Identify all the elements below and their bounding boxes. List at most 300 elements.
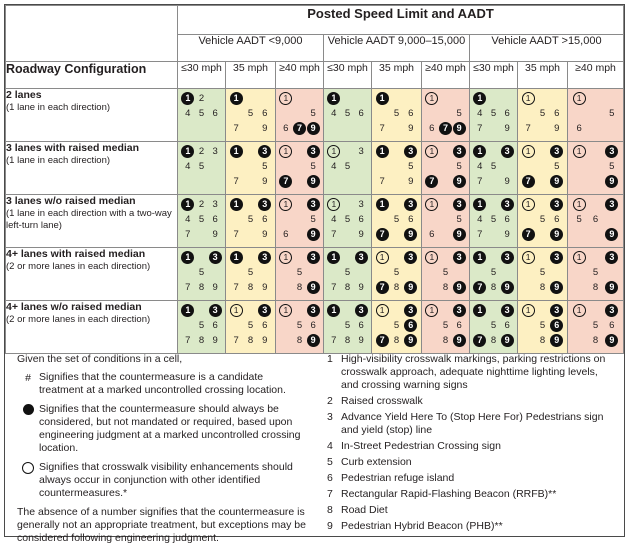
legend-item-candidate xyxy=(17,371,307,397)
countermeasure-number xyxy=(279,160,292,173)
countermeasure-number: 6 xyxy=(262,319,268,331)
countermeasure-number: 5 xyxy=(344,160,351,172)
countermeasure-number: 3 xyxy=(358,145,364,157)
roadway-label xyxy=(6,142,178,195)
filled-countermeasure-icon: 9 xyxy=(605,334,618,347)
countermeasure-number xyxy=(487,304,500,317)
countermeasure-number: 5 xyxy=(442,319,449,331)
countermeasure-number xyxy=(589,145,602,158)
legend-intro: Given the set of conditions in a cell, xyxy=(17,353,183,365)
open-countermeasure-icon: 1 xyxy=(425,145,438,158)
countermeasure-number: 9 xyxy=(262,281,268,293)
countermeasure-number xyxy=(293,175,306,188)
countermeasure-number xyxy=(589,175,602,188)
roadway-subtitle: (2 or more lanes in each direction) xyxy=(6,314,151,325)
roadway-title: 4+ lanes w/o raised median xyxy=(6,301,142,313)
filled-countermeasure-icon: 1 xyxy=(327,304,340,317)
countermeasure-number xyxy=(376,266,389,279)
filled-countermeasure-icon: 1 xyxy=(473,198,486,211)
matrix-cell xyxy=(518,301,568,354)
countermeasure-number: 5 xyxy=(296,266,303,278)
open-countermeasure-icon: 1 xyxy=(573,198,586,211)
countermeasure-number xyxy=(293,145,306,158)
countermeasure-number: 7 xyxy=(233,122,239,134)
legend-item-text: Signifies that the countermeasure should always be considered, but not mandated or required, based upon engineering judgment at a marked uncontrolled crossing location. xyxy=(39,403,301,454)
speed-header: ≤30 mph xyxy=(470,62,518,89)
countermeasure-number xyxy=(355,266,368,279)
filled-countermeasure-icon: 7 xyxy=(293,122,306,135)
countermeasure-number: 5 xyxy=(490,160,497,172)
matrix-cell xyxy=(276,195,324,248)
countermeasure-number xyxy=(425,107,438,120)
countermeasure-number xyxy=(279,213,292,226)
countermeasure-number: 8 xyxy=(442,281,449,293)
countermeasure-number: 4 xyxy=(185,107,191,119)
matrix-cell xyxy=(470,248,518,301)
countermeasure-number: 9 xyxy=(212,334,218,346)
countermeasure-number: 7 xyxy=(477,122,483,134)
countermeasure-number: 5 xyxy=(408,160,414,172)
roadway-row xyxy=(6,142,624,195)
open-countermeasure-icon: 1 xyxy=(573,145,586,158)
matrix-cell xyxy=(324,142,372,195)
filled-countermeasure-icon: 6 xyxy=(404,319,417,332)
countermeasure-number xyxy=(439,304,452,317)
matrix-cell xyxy=(178,142,226,195)
countermeasure-number: 8 xyxy=(247,281,254,293)
countermeasure-number xyxy=(390,228,403,241)
countermeasure-table-figure xyxy=(4,4,625,544)
countermeasure-number: 3 xyxy=(358,198,364,210)
legend xyxy=(5,350,623,544)
roadway-subtitle: (2 or more lanes in each direction) xyxy=(6,261,151,272)
countermeasure-number xyxy=(209,266,222,279)
filled-countermeasure-icon: 7 xyxy=(473,281,486,294)
countermeasure-number xyxy=(230,213,243,226)
matrix-cell xyxy=(276,89,324,142)
matrix-cell xyxy=(422,142,470,195)
filled-countermeasure-icon: 9 xyxy=(307,281,320,294)
countermeasure-number: 6 xyxy=(358,213,364,225)
countermeasure-number xyxy=(390,92,403,105)
countermeasure-description: Pedestrian refuge island xyxy=(341,472,455,484)
countermeasure-number xyxy=(522,160,535,173)
filled-countermeasure-icon: 1 xyxy=(376,92,389,105)
filled-countermeasure-icon: 9 xyxy=(605,281,618,294)
countermeasure-number: 9 xyxy=(262,334,268,346)
countermeasure-description: Pedestrian Hybrid Beacon (PHB)** xyxy=(341,520,503,532)
countermeasure-number: 8 xyxy=(539,281,546,293)
countermeasure-number xyxy=(404,92,417,105)
filled-countermeasure-icon: 3 xyxy=(453,251,466,264)
countermeasure-number xyxy=(327,122,340,135)
speed-header: ≤30 mph xyxy=(324,62,372,89)
countermeasure-number: 6 xyxy=(262,107,268,119)
matrix-cell xyxy=(422,248,470,301)
countermeasure-number: 5 xyxy=(539,107,546,119)
countermeasure-number: 6 xyxy=(576,122,582,134)
countermeasure-number: 5 xyxy=(247,266,254,278)
filled-countermeasure-icon: 9 xyxy=(307,334,320,347)
countermeasure-number: 5 xyxy=(247,107,254,119)
countermeasure-item xyxy=(327,472,617,485)
countermeasure-number: 5 xyxy=(442,266,449,278)
roadway-label xyxy=(6,248,178,301)
countermeasure-number xyxy=(439,251,452,264)
countermeasure-item xyxy=(327,395,617,408)
filled-countermeasure-icon: 3 xyxy=(258,198,271,211)
countermeasure-number: 5 xyxy=(490,213,497,225)
filled-countermeasure-icon: 3 xyxy=(453,145,466,158)
countermeasure-description: Advance Yield Here To (Stop Here For) Pedestrians sign and yield (stop) line xyxy=(341,411,604,436)
hash-symbol-icon: # xyxy=(25,372,31,384)
countermeasure-number xyxy=(195,175,208,188)
open-countermeasure-icon: 1 xyxy=(522,304,535,317)
countermeasure-number xyxy=(589,304,602,317)
open-countermeasure-icon: 1 xyxy=(573,251,586,264)
countermeasure-number: 5 xyxy=(198,266,205,278)
matrix-cell xyxy=(518,195,568,248)
countermeasure-number: 5 xyxy=(592,266,599,278)
countermeasure-number xyxy=(341,228,354,241)
countermeasure-number: 5 xyxy=(327,456,333,468)
countermeasure-number xyxy=(522,107,535,120)
countermeasure-list xyxy=(327,353,617,536)
countermeasure-number xyxy=(195,251,208,264)
legend-item-text: Signifies that the countermeasure is a candidate treatment at a marked uncontrolled crossing location. xyxy=(39,371,286,396)
filled-countermeasure-icon: 7 xyxy=(376,228,389,241)
roadway-title: 2 lanes xyxy=(6,89,42,101)
countermeasure-description: Raised crosswalk xyxy=(341,395,423,407)
matrix-cell xyxy=(568,89,624,142)
countermeasure-number: 9 xyxy=(262,228,268,240)
countermeasure-number xyxy=(522,266,535,279)
matrix-cell xyxy=(470,142,518,195)
countermeasure-number: 6 xyxy=(212,213,218,225)
matrix-cell xyxy=(178,301,226,354)
countermeasure-number xyxy=(341,145,354,158)
matrix-cell xyxy=(226,248,276,301)
countermeasure-number: 5 xyxy=(393,319,400,331)
countermeasure-number xyxy=(439,198,452,211)
countermeasure-number xyxy=(439,145,452,158)
roadway-label xyxy=(6,89,178,142)
countermeasure-number xyxy=(327,266,340,279)
matrix-cell xyxy=(518,248,568,301)
countermeasure-number xyxy=(258,266,271,279)
countermeasure-number xyxy=(439,175,452,188)
filled-countermeasure-icon: 7 xyxy=(376,281,389,294)
open-countermeasure-icon: 1 xyxy=(425,198,438,211)
matrix-body xyxy=(6,89,624,354)
countermeasure-number xyxy=(258,92,271,105)
speed-header: 35 mph xyxy=(518,62,568,89)
filled-countermeasure-icon: 7 xyxy=(439,122,452,135)
countermeasure-number: 5 xyxy=(609,107,615,119)
countermeasure-number xyxy=(605,122,618,135)
filled-countermeasure-icon: 3 xyxy=(307,304,320,317)
filled-countermeasure-icon: 1 xyxy=(473,304,486,317)
countermeasure-number xyxy=(293,160,306,173)
countermeasure-number: 5 xyxy=(609,160,615,172)
countermeasure-number xyxy=(487,145,500,158)
countermeasure-number xyxy=(195,228,208,241)
countermeasure-number: 5 xyxy=(310,160,316,172)
matrix-cell xyxy=(226,142,276,195)
filled-countermeasure-icon: 3 xyxy=(501,304,514,317)
filled-countermeasure-icon: 7 xyxy=(376,334,389,347)
roadway-title: 3 lanes with raised median xyxy=(6,142,140,154)
countermeasure-number: 4 xyxy=(331,160,337,172)
countermeasure-number: 6 xyxy=(609,319,615,331)
countermeasure-number: 9 xyxy=(504,122,510,134)
filled-countermeasure-icon: 1 xyxy=(230,198,243,211)
countermeasure-number xyxy=(341,304,354,317)
countermeasure-number: 4 xyxy=(185,213,191,225)
filled-countermeasure-icon: 1 xyxy=(327,251,340,264)
matrix-cell xyxy=(324,301,372,354)
countermeasure-number: 6 xyxy=(408,213,414,225)
countermeasure-number: 7 xyxy=(327,488,333,500)
countermeasure-number: 5 xyxy=(576,213,582,225)
countermeasure-number xyxy=(244,160,257,173)
countermeasure-number: 7 xyxy=(233,175,239,187)
countermeasure-description: High-visibility crosswalk markings, parking restrictions on crosswalk approach, adequate nighttime lighting levels, and crossing warning signs xyxy=(341,353,606,391)
countermeasure-number xyxy=(279,281,292,294)
filled-countermeasure-icon: 7 xyxy=(425,175,438,188)
matrix-cell xyxy=(178,89,226,142)
countermeasure-number xyxy=(244,251,257,264)
countermeasure-number xyxy=(209,122,222,135)
countermeasure-number xyxy=(327,319,340,332)
countermeasure-number xyxy=(487,92,500,105)
countermeasure-number: 3 xyxy=(212,145,218,157)
countermeasure-number: 6 xyxy=(408,107,414,119)
countermeasure-number: 7 xyxy=(477,175,483,187)
countermeasure-number xyxy=(195,122,208,135)
countermeasure-number xyxy=(589,107,602,120)
legend-item-always-considered xyxy=(17,403,307,455)
open-countermeasure-icon: 1 xyxy=(522,145,535,158)
countermeasure-number: 6 xyxy=(592,213,599,225)
countermeasure-number: 5 xyxy=(393,266,400,278)
countermeasure-number: 5 xyxy=(344,319,351,331)
countermeasure-number: 9 xyxy=(262,175,268,187)
countermeasure-number xyxy=(573,334,586,347)
filled-countermeasure-icon: 1 xyxy=(181,92,194,105)
countermeasure-number xyxy=(376,107,389,120)
speed-header: ≤30 mph xyxy=(178,62,226,89)
filled-countermeasure-icon: 3 xyxy=(605,145,618,158)
open-countermeasure-icon: 1 xyxy=(573,304,586,317)
countermeasure-number: 5 xyxy=(247,213,254,225)
countermeasure-number: 6 xyxy=(429,122,435,134)
countermeasure-number xyxy=(307,92,320,105)
countermeasure-number xyxy=(573,228,586,241)
filled-countermeasure-icon: 3 xyxy=(550,198,563,211)
countermeasure-number: 7 xyxy=(331,281,337,293)
aadt-group-mid: Vehicle AADT 9,000–15,000 xyxy=(324,35,470,62)
countermeasure-number xyxy=(573,160,586,173)
filled-countermeasure-icon: 9 xyxy=(404,281,417,294)
countermeasure-number xyxy=(279,334,292,347)
countermeasure-number xyxy=(487,198,500,211)
filled-countermeasure-icon: 3 xyxy=(307,251,320,264)
matrix-cell xyxy=(324,89,372,142)
filled-countermeasure-icon: 3 xyxy=(307,198,320,211)
countermeasure-number: 3 xyxy=(212,198,218,210)
countermeasure-item xyxy=(327,488,617,501)
open-countermeasure-icon: 1 xyxy=(327,198,340,211)
countermeasure-number: 9 xyxy=(262,122,268,134)
filled-countermeasure-icon: 3 xyxy=(404,304,417,317)
open-countermeasure-icon: 1 xyxy=(279,92,292,105)
countermeasure-number: 8 xyxy=(327,504,333,516)
countermeasure-number: 6 xyxy=(504,319,510,331)
countermeasure-number: 5 xyxy=(247,319,254,331)
speed-header: ≥40 mph xyxy=(422,62,470,89)
countermeasure-number: 5 xyxy=(554,160,560,172)
filled-countermeasure-icon: 3 xyxy=(404,145,417,158)
filled-countermeasure-icon: 1 xyxy=(473,145,486,158)
filled-countermeasure-icon: 3 xyxy=(258,304,271,317)
countermeasure-number: 8 xyxy=(442,334,449,346)
countermeasure-number xyxy=(536,160,549,173)
countermeasure-number xyxy=(536,228,549,241)
filled-countermeasure-icon: 9 xyxy=(307,228,320,241)
countermeasure-number: 9 xyxy=(504,175,510,187)
filled-countermeasure-icon: 7 xyxy=(522,228,535,241)
countermeasure-number xyxy=(536,198,549,211)
countermeasure-number xyxy=(573,266,586,279)
countermeasure-number: 5 xyxy=(198,107,205,119)
filled-countermeasure-icon: 3 xyxy=(209,304,222,317)
filled-countermeasure-icon: 3 xyxy=(307,145,320,158)
filled-countermeasure-icon: 9 xyxy=(550,228,563,241)
open-countermeasure-icon: 1 xyxy=(327,145,340,158)
open-countermeasure-icon: 1 xyxy=(522,251,535,264)
countermeasure-number: 8 xyxy=(490,281,497,293)
countermeasure-number xyxy=(573,175,586,188)
filled-countermeasure-icon: 1 xyxy=(473,251,486,264)
countermeasure-number xyxy=(279,319,292,332)
matrix-cell xyxy=(470,89,518,142)
filled-countermeasure-icon: 3 xyxy=(209,251,222,264)
roadway-title: 4+ lanes with raised median xyxy=(6,248,146,260)
legend-symbols xyxy=(17,353,307,545)
countermeasure-number: 5 xyxy=(393,107,400,119)
countermeasure-number xyxy=(425,266,438,279)
countermeasure-number xyxy=(195,304,208,317)
countermeasure-number xyxy=(589,198,602,211)
countermeasure-number xyxy=(573,319,586,332)
countermeasure-number: 8 xyxy=(393,281,400,293)
countermeasure-number: 1 xyxy=(327,353,333,365)
countermeasure-number: 5 xyxy=(198,160,205,172)
countermeasure-number: 5 xyxy=(490,319,497,331)
countermeasure-number: 7 xyxy=(233,228,239,240)
countermeasure-number xyxy=(501,160,514,173)
countermeasure-number xyxy=(230,107,243,120)
matrix-cell xyxy=(518,142,568,195)
countermeasure-number: 7 xyxy=(185,334,191,346)
countermeasure-number xyxy=(230,160,243,173)
filled-countermeasure-icon: 3 xyxy=(258,251,271,264)
countermeasure-number xyxy=(439,160,452,173)
countermeasure-number xyxy=(181,175,194,188)
countermeasure-number: 5 xyxy=(344,107,351,119)
filled-circle-icon xyxy=(17,403,39,455)
countermeasure-number xyxy=(279,107,292,120)
roadway-row xyxy=(6,89,624,142)
countermeasure-number xyxy=(605,92,618,105)
countermeasure-number xyxy=(327,175,340,188)
countermeasure-number xyxy=(605,213,618,226)
countermeasure-number xyxy=(376,160,389,173)
countermeasure-number xyxy=(230,319,243,332)
countermeasure-number: 6 xyxy=(456,319,462,331)
countermeasure-number: 5 xyxy=(198,213,205,225)
countermeasure-description: Rectangular Rapid-Flashing Beacon (RRFB)** xyxy=(341,488,557,500)
countermeasure-number: 6 xyxy=(212,319,218,331)
open-countermeasure-icon: 1 xyxy=(425,251,438,264)
countermeasure-number: 6 xyxy=(283,122,289,134)
countermeasure-number: 7 xyxy=(331,334,337,346)
open-countermeasure-icon: 1 xyxy=(279,145,292,158)
filled-countermeasure-icon: 9 xyxy=(550,281,563,294)
table-corner xyxy=(6,6,178,62)
countermeasure-number: 6 xyxy=(358,319,364,331)
countermeasure-number xyxy=(244,175,257,188)
countermeasure-number xyxy=(181,266,194,279)
countermeasure-number: 2 xyxy=(327,395,333,407)
countermeasure-number xyxy=(341,92,354,105)
countermeasure-number: 6 xyxy=(310,319,316,331)
filled-countermeasure-icon: 3 xyxy=(501,145,514,158)
countermeasure-number xyxy=(390,198,403,211)
countermeasure-number xyxy=(209,175,222,188)
countermeasure-number: 5 xyxy=(198,319,205,331)
matrix-cell xyxy=(372,301,422,354)
filled-countermeasure-icon: 9 xyxy=(550,175,563,188)
countermeasure-number xyxy=(501,266,514,279)
countermeasure-number: 2 xyxy=(198,145,205,157)
countermeasure-number: 5 xyxy=(393,213,400,225)
countermeasure-number: 5 xyxy=(296,319,303,331)
countermeasure-number: 7 xyxy=(525,122,531,134)
speed-header: ≥40 mph xyxy=(276,62,324,89)
filled-countermeasure-icon: 3 xyxy=(501,251,514,264)
roadway-subtitle: (1 lane in each direction) xyxy=(6,155,111,166)
countermeasure-number xyxy=(390,122,403,135)
countermeasure-number: 5 xyxy=(310,213,316,225)
countermeasure-number: 8 xyxy=(344,281,351,293)
countermeasure-item xyxy=(327,440,617,453)
countermeasure-number xyxy=(589,160,602,173)
countermeasure-number: 4 xyxy=(477,213,483,225)
matrix-cell xyxy=(568,142,624,195)
countermeasure-number xyxy=(589,122,602,135)
countermeasure-number: 4 xyxy=(331,107,337,119)
countermeasure-number: 8 xyxy=(592,334,599,346)
countermeasure-number xyxy=(293,228,306,241)
countermeasure-number xyxy=(341,122,354,135)
countermeasure-number: 3 xyxy=(327,411,333,423)
filled-countermeasure-icon: 3 xyxy=(404,198,417,211)
countermeasure-number xyxy=(404,266,417,279)
countermeasure-number: 4 xyxy=(185,160,191,172)
filled-countermeasure-icon: 1 xyxy=(376,198,389,211)
